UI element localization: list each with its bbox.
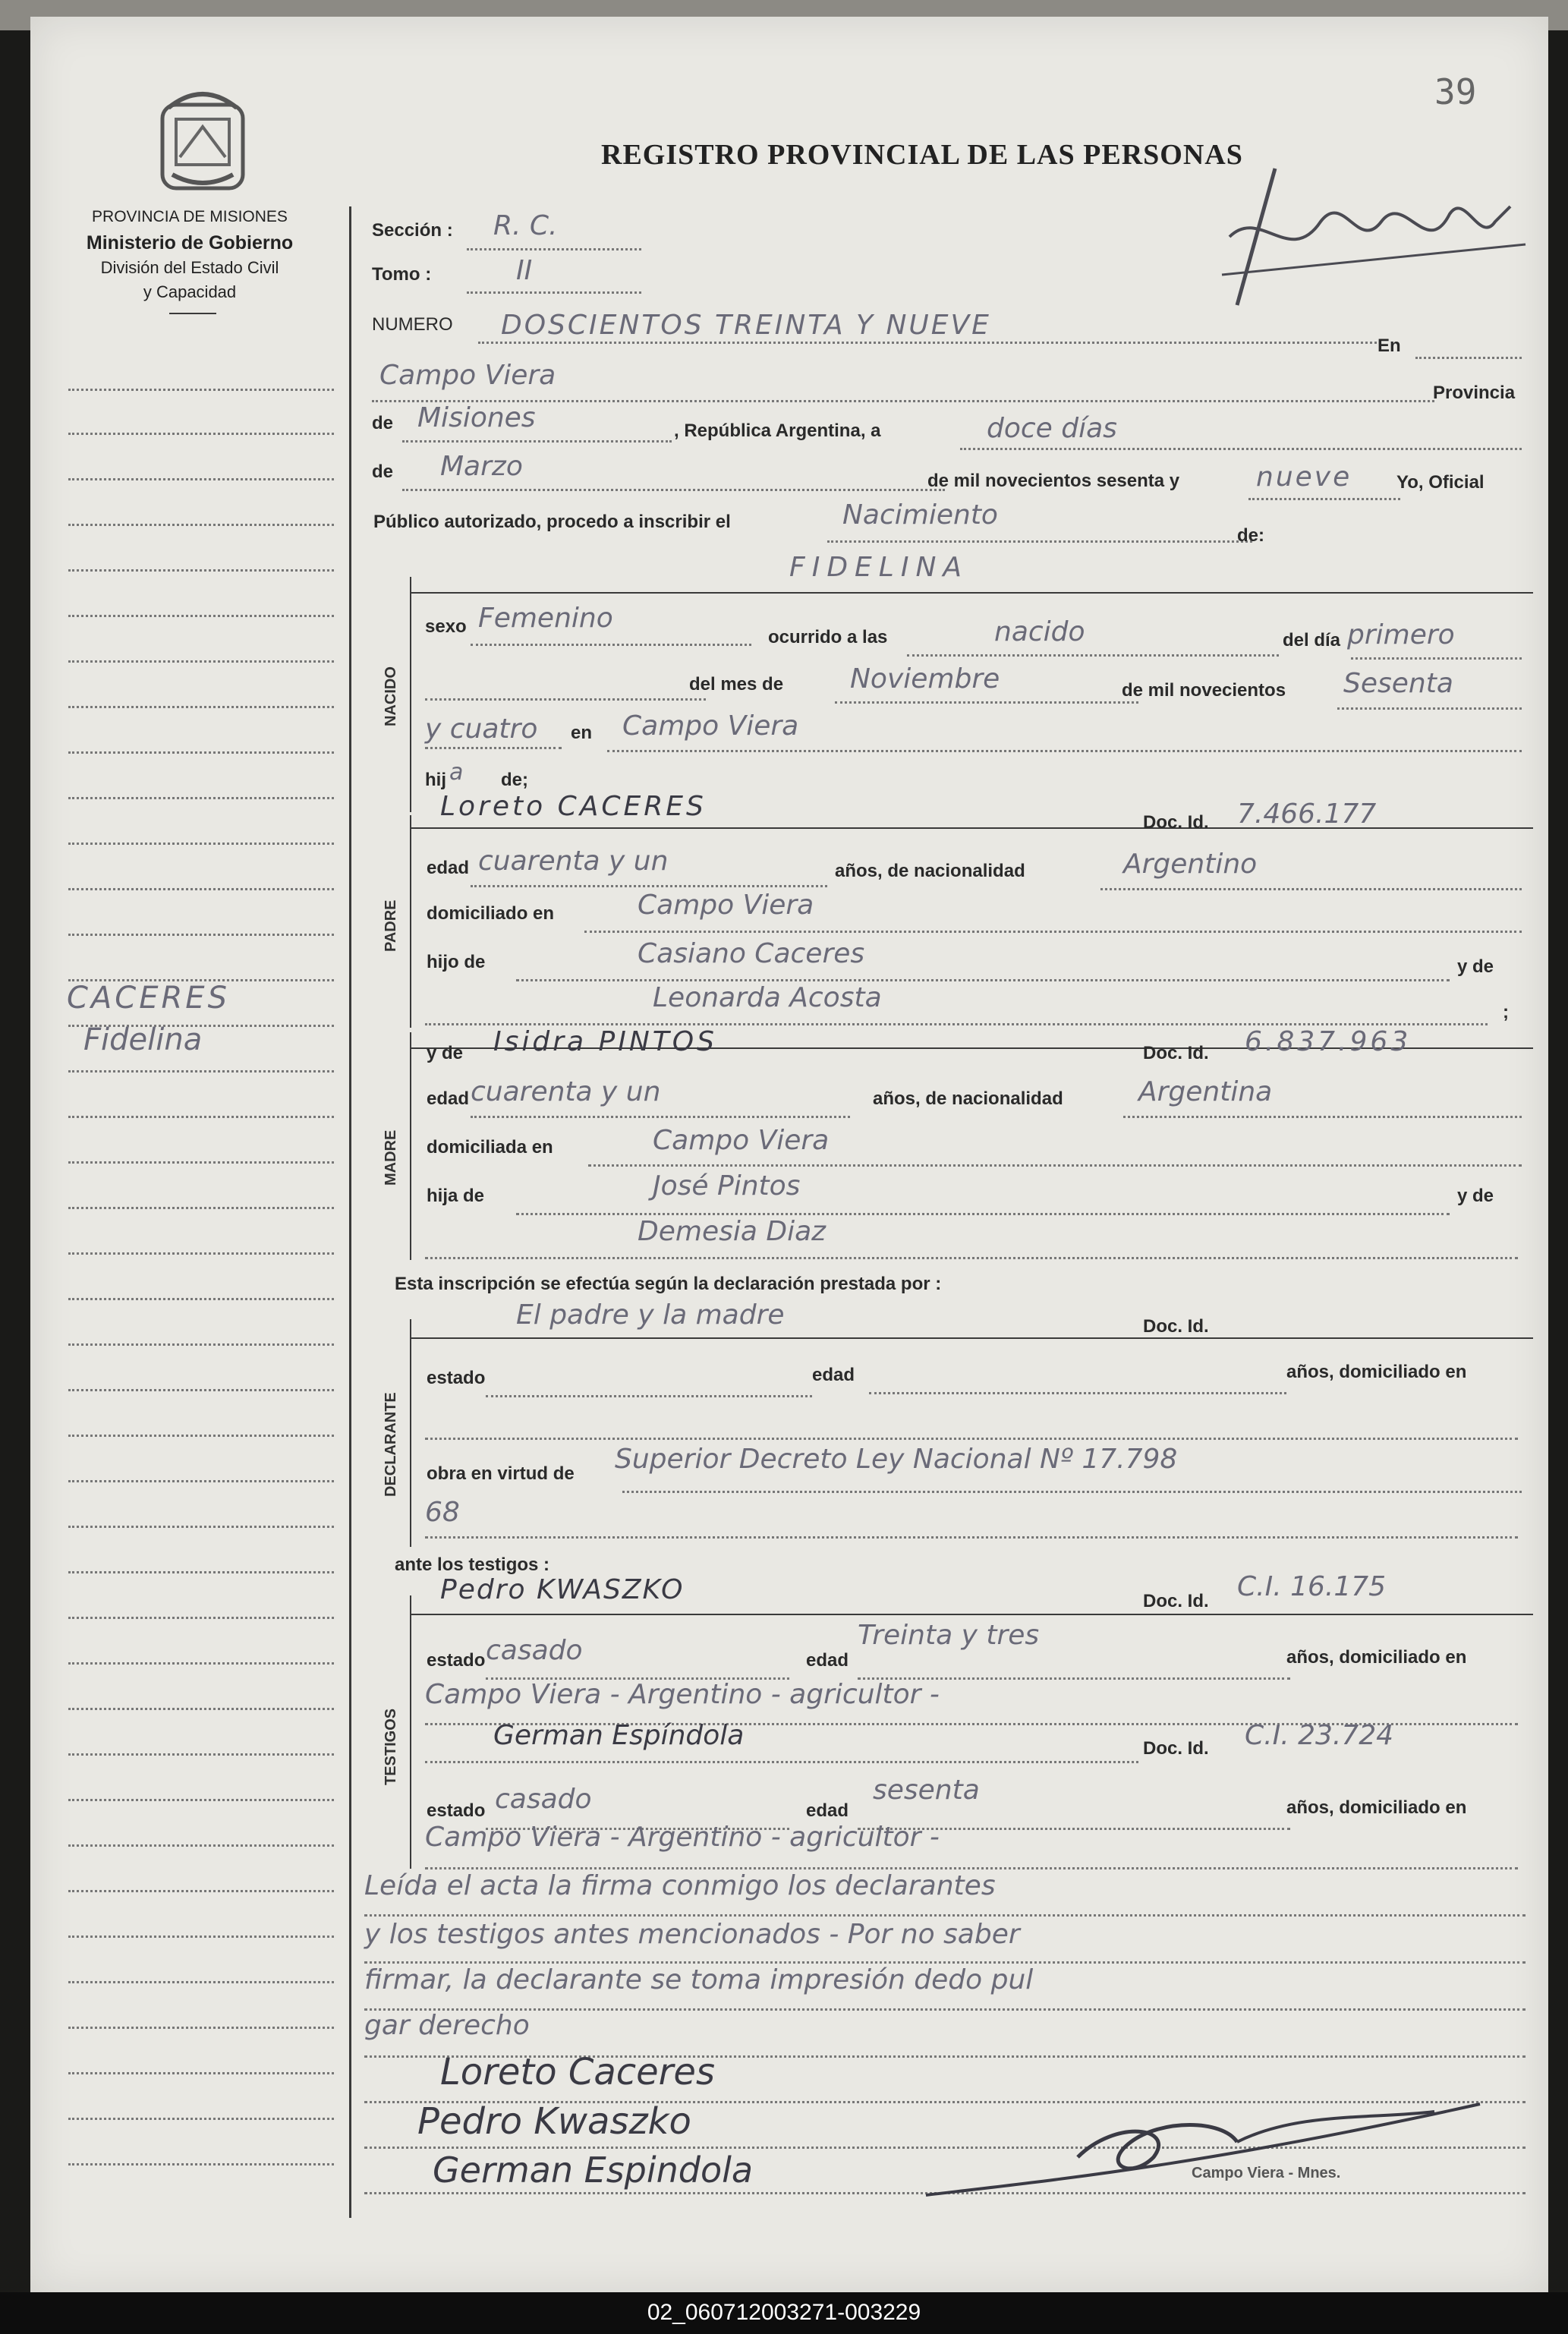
- value-madre-dom: Campo Viera: [653, 1125, 830, 1156]
- header-province: PROVINCIA DE MISIONES: [92, 208, 288, 225]
- label-del-dia: del día: [1283, 630, 1341, 650]
- signature-1: Loreto Caceres: [440, 2051, 715, 2093]
- label-declarante-edad: edad: [812, 1365, 855, 1385]
- value-t1-dom: Campo Viera - Argentino - agricultor -: [425, 1679, 940, 1710]
- value-numero: DOSCIENTOS TREINTA Y NUEVE: [501, 310, 991, 341]
- value-t2-dom: Campo Viera - Argentino - agricultor -: [425, 1822, 940, 1853]
- label-tomo: Tomo :: [372, 264, 432, 285]
- label-semicolon: ;: [1503, 1002, 1509, 1022]
- page-number: 39: [1434, 71, 1477, 112]
- label-madre-anios: años, de nacionalidad: [873, 1088, 1063, 1109]
- closing-line-2: y los testigos antes mencionados - Por no saber: [364, 1919, 1020, 1950]
- label-de: de: [372, 413, 394, 433]
- value-obra-b: 68: [425, 1497, 460, 1528]
- label-padre-y-de: y de: [1457, 956, 1494, 977]
- label-madre-y-de: y de: [427, 1043, 464, 1063]
- registrar-signature: [1176, 161, 1541, 313]
- value-t1-estado: casado: [486, 1635, 583, 1666]
- value-anio-nac-a: Sesenta: [1343, 668, 1453, 699]
- closing-line-3: firmar, la declarante se toma impresión dedo pul: [364, 1964, 1034, 1995]
- label-yo-oficial: Yo, Oficial: [1396, 472, 1485, 493]
- label-de-semicolon: de;: [501, 770, 528, 790]
- signature-2: Pedro Kwaszko: [417, 2100, 691, 2143]
- label-de-mil: de mil novecientos: [1122, 680, 1286, 701]
- label-t1-edad: edad: [806, 1650, 849, 1671]
- label-del-mes: del mes de: [689, 674, 784, 695]
- closing-line-4: gar derecho: [364, 2010, 530, 2041]
- file-name: 02_060712003271-003229: [647, 2300, 921, 2325]
- value-padre-nac: Argentino: [1123, 849, 1258, 880]
- value-padre-madre: Leonarda Acosta: [653, 982, 882, 1013]
- margin-rule: [349, 206, 351, 2218]
- value-padre-padre: Casiano Caceres: [638, 938, 865, 969]
- label-t2-anios: años, domiciliado en: [1286, 1797, 1467, 1818]
- label-t1-anios: años, domiciliado en: [1286, 1647, 1467, 1668]
- document-page: [30, 17, 1548, 2294]
- label-obra: obra en virtud de: [427, 1463, 575, 1484]
- value-dia: doce días: [987, 413, 1117, 444]
- value-padre-dom: Campo Viera: [638, 890, 814, 921]
- header-capacity: y Capacidad: [143, 282, 237, 301]
- header-ministry: Ministerio de Gobierno: [86, 232, 294, 254]
- value-mes-nac: Noviembre: [850, 663, 1000, 695]
- value-t2-edad: sesenta: [873, 1775, 980, 1806]
- label-madre: MADRE: [383, 1129, 399, 1186]
- value-t2-doc: C.I. 23.724: [1245, 1720, 1394, 1751]
- label-publico: Público autorizado, procedo a inscribir el: [373, 512, 731, 532]
- label-t2-estado: estado: [427, 1800, 486, 1821]
- value-madre-nombre: Isidra PINTOS: [493, 1026, 717, 1057]
- value-anio-nac-b: y cuatro: [425, 713, 538, 745]
- label-en-lugar: en: [571, 723, 593, 743]
- value-t1-doc: C.I. 16.175: [1237, 1571, 1387, 1602]
- official-signature: [903, 2089, 1510, 2210]
- value-madre-doc: 6.837.963: [1245, 1026, 1412, 1057]
- label-numero: NUMERO: [372, 314, 453, 335]
- label-ante: ante los testigos :: [395, 1554, 550, 1575]
- value-mes: Marzo: [440, 451, 523, 482]
- value-madre-padre: José Pintos: [653, 1170, 801, 1202]
- value-padre-doc: 7.466.177: [1237, 798, 1377, 830]
- testigos-bracket: [410, 1595, 411, 1869]
- value-t1-edad: Treinta y tres: [858, 1620, 1040, 1651]
- label-sexo: sexo: [425, 616, 467, 637]
- value-lugar-nac: Campo Viera: [622, 710, 799, 742]
- value-seccion: R. C.: [493, 210, 558, 241]
- value-t1-nombre: Pedro KWASZKO: [440, 1574, 685, 1605]
- value-obra-a: Superior Decreto Ley Nacional Nº 17.798: [615, 1444, 1178, 1475]
- nacido-bracket: [410, 577, 411, 812]
- label-en: En: [1378, 335, 1401, 356]
- label-padre-doc: Doc. Id.: [1143, 812, 1209, 833]
- value-nombre: FIDELINA: [789, 552, 969, 583]
- closing-line-1: Leída el acta la firma conmigo los declarantes: [364, 1870, 996, 1901]
- value-t2-estado: casado: [495, 1784, 592, 1815]
- value-madre-edad: cuarenta y un: [471, 1076, 661, 1107]
- declarante-bracket: [410, 1319, 411, 1547]
- header-division: División del Estado Civil: [100, 258, 279, 277]
- label-madre-dom: domiciliada en: [427, 1137, 553, 1158]
- header-underline: [169, 313, 216, 314]
- label-ocurrido: ocurrido a las: [768, 627, 888, 647]
- margin-name: Fidelina: [83, 1022, 203, 1057]
- label-madre-doc: Doc. Id.: [1143, 1043, 1209, 1063]
- label-de-colon: de:: [1237, 525, 1264, 546]
- label-provincia: Provincia: [1433, 383, 1516, 403]
- label-inscripcion: Esta inscripción se efectúa según la declaración prestada por :: [395, 1274, 942, 1294]
- value-declarante: El padre y la madre: [516, 1299, 785, 1331]
- document-title: REGISTRO PROVINCIAL DE LAS PERSONAS: [601, 139, 1243, 171]
- label-de-mes: de: [372, 461, 394, 482]
- label-madre-y-de2: y de: [1457, 1186, 1494, 1206]
- label-t1-doc: Doc. Id.: [1143, 1591, 1209, 1611]
- value-dia-nac: primero: [1347, 619, 1455, 650]
- label-padre-hijo: hijo de: [427, 952, 486, 972]
- crest-logo: [153, 85, 252, 199]
- label-declarante-anios: años, domiciliado en: [1286, 1362, 1467, 1382]
- label-mil-sesenta: de mil novecientos sesenta y: [927, 471, 1180, 491]
- value-hora: nacido: [994, 616, 1085, 647]
- official-stamp-text: Campo Viera - Mnes.: [1192, 2165, 1341, 2181]
- label-declarante-doc: Doc. Id.: [1143, 1316, 1209, 1337]
- margin-surname: CACERES: [67, 981, 230, 1016]
- value-lugar: Campo Viera: [379, 360, 556, 391]
- signature-3: German Espindola: [433, 2150, 754, 2191]
- label-declarante-estado: estado: [427, 1368, 486, 1388]
- label-madre-edad: edad: [427, 1088, 470, 1109]
- value-anio: nueve: [1256, 461, 1352, 493]
- label-t2-doc: Doc. Id.: [1143, 1738, 1209, 1759]
- value-sexo: Femenino: [478, 603, 613, 634]
- value-provincia: Misiones: [417, 402, 536, 433]
- value-madre-nac: Argentina: [1138, 1076, 1273, 1107]
- label-padre-dom: domiciliado en: [427, 903, 555, 924]
- value-madre-madre: Demesia Diaz: [638, 1216, 827, 1247]
- value-padre-nombre: Loreto CACERES: [440, 791, 707, 822]
- label-hij: hij: [425, 770, 446, 790]
- label-padre-edad: edad: [427, 858, 470, 878]
- label-padre-anios: años, de nacionalidad: [835, 861, 1025, 881]
- padre-bracket: [410, 815, 411, 1028]
- value-acto: Nacimiento: [842, 499, 998, 531]
- label-madre-hija: hija de: [427, 1186, 485, 1206]
- label-padre: PADRE: [383, 899, 399, 952]
- value-t2-nombre: German Espíndola: [493, 1720, 745, 1751]
- label-nacido: NACIDO: [383, 666, 399, 726]
- label-republica: , República Argentina, a: [674, 420, 881, 441]
- value-tomo: II: [516, 255, 533, 286]
- label-testigos: TESTIGOS: [383, 1708, 399, 1785]
- value-padre-edad: cuarenta y un: [478, 846, 669, 877]
- label-t1-estado: estado: [427, 1650, 486, 1671]
- value-hij-suffix: a: [449, 759, 464, 786]
- madre-bracket: [410, 1032, 411, 1260]
- label-seccion: Sección :: [372, 220, 453, 241]
- file-name-bar: [0, 2292, 1568, 2334]
- label-t2-edad: edad: [806, 1800, 849, 1821]
- label-declarante: DECLARANTE: [383, 1392, 399, 1497]
